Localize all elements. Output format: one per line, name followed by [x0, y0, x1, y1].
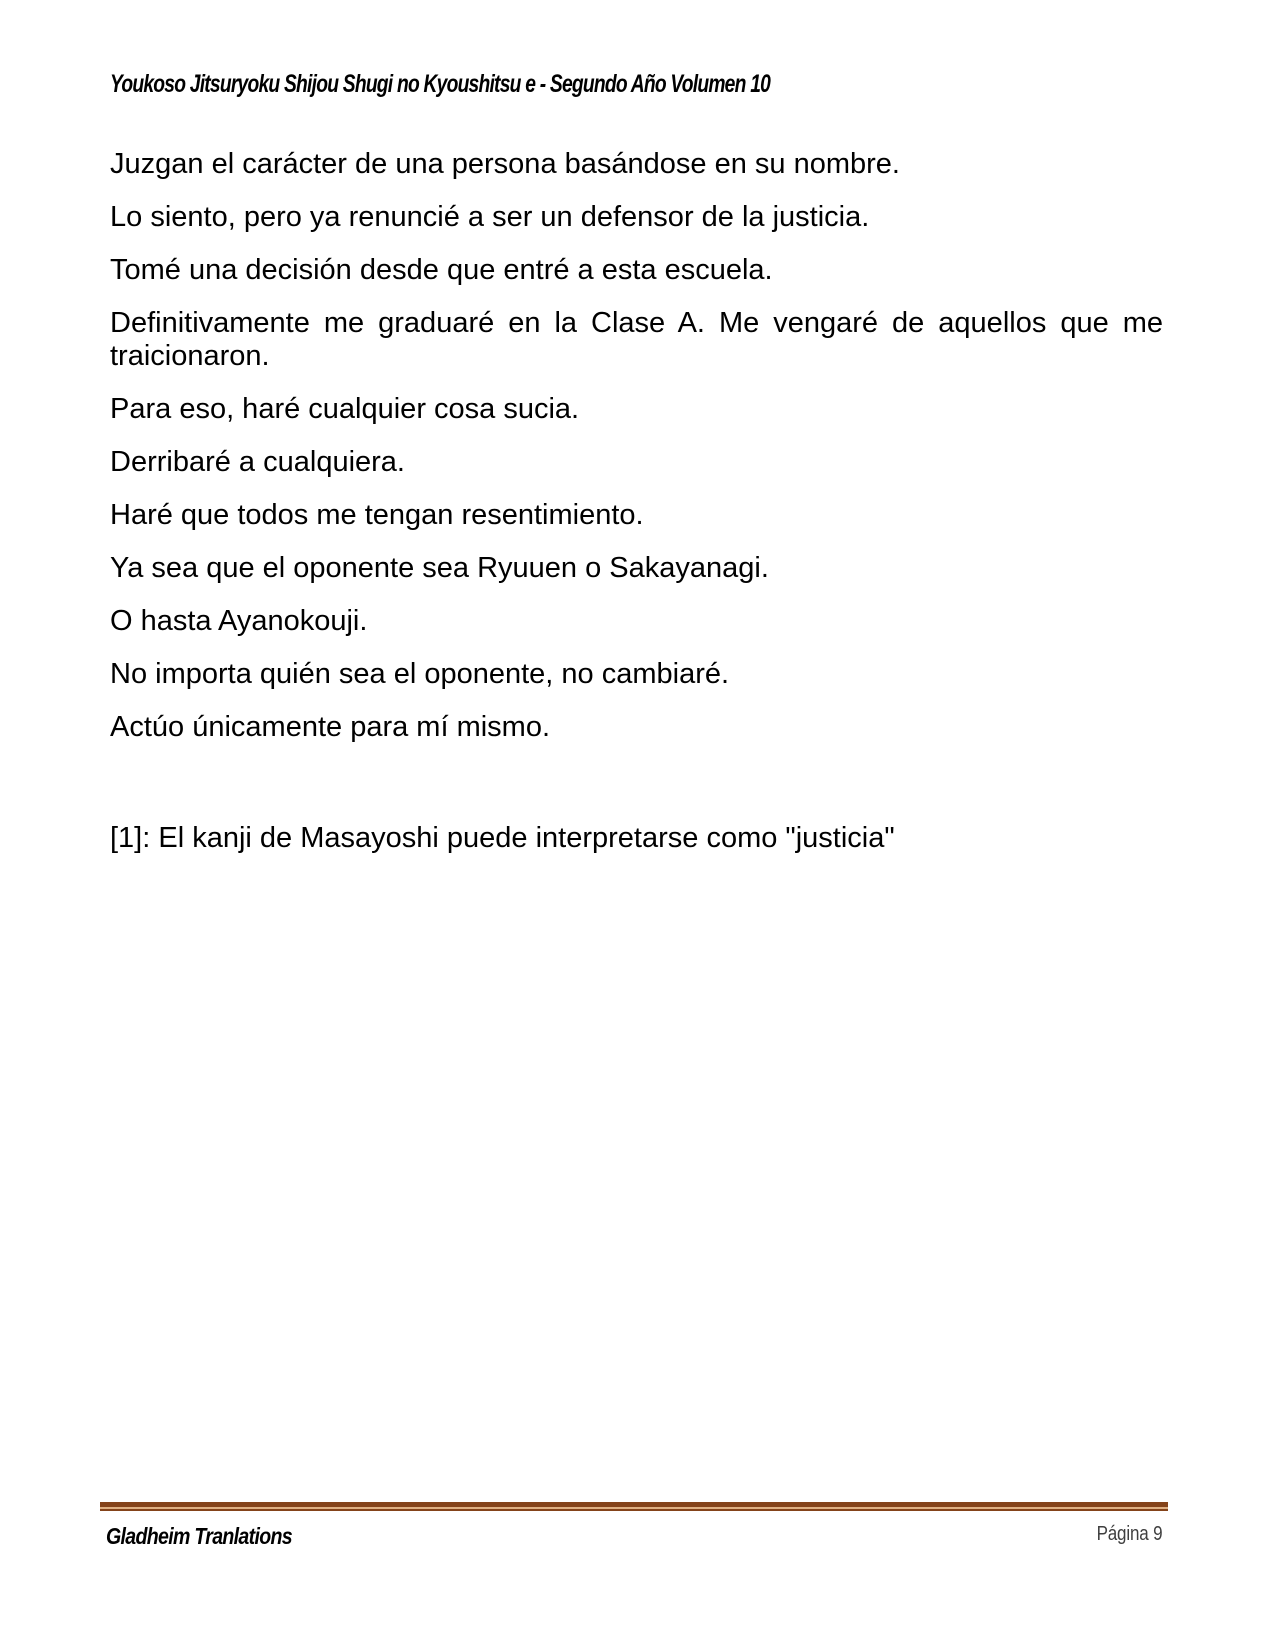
paragraph: Haré que todos me tengan resentimiento. — [110, 499, 644, 531]
footer-row — [100, 1523, 1168, 1550]
paragraph: Actúo únicamente para mí mismo. — [110, 711, 551, 743]
paragraph: Juzgan el carácter de una persona basándose en su nombre. — [110, 148, 900, 180]
paragraph: Lo siento, pero ya renuncié a ser un defensor de la justicia. — [110, 201, 870, 233]
document-header — [110, 70, 967, 99]
paragraph: No importa quién sea el oponente, no cambiaré. — [110, 658, 730, 690]
paragraph: O hasta Ayanokouji. — [110, 605, 368, 637]
paragraph: Para eso, haré cualquier cosa sucia. — [110, 393, 580, 425]
document-title: Youkoso Jitsuryoku Shijou Shugi no Kyoushitsu e - Segundo Año Volumen 10 — [110, 70, 771, 98]
page-number-label: Página 9 — [1096, 1523, 1162, 1545]
paragraph: Derribaré a cualquiera. — [110, 446, 405, 478]
paragraph: Tomé una decisión desde que entré a esta escuela. — [110, 254, 773, 286]
document-body — [110, 148, 1163, 875]
footer-divider — [100, 1502, 1168, 1511]
paragraph: Definitivamente me graduaré en la Clase A. Me vengaré de aquellos que me traicionaron. — [110, 307, 1163, 372]
translator-footnote: [1]: El kanji de Masayoshi puede interpretarse como "justicia" — [110, 822, 895, 854]
translation-group-name: Gladheim Tranlations — [106, 1523, 292, 1549]
paragraph: Ya sea que el oponente sea Ryuuen o Sakayanagi. — [110, 552, 769, 584]
page-footer — [100, 1502, 1168, 1550]
